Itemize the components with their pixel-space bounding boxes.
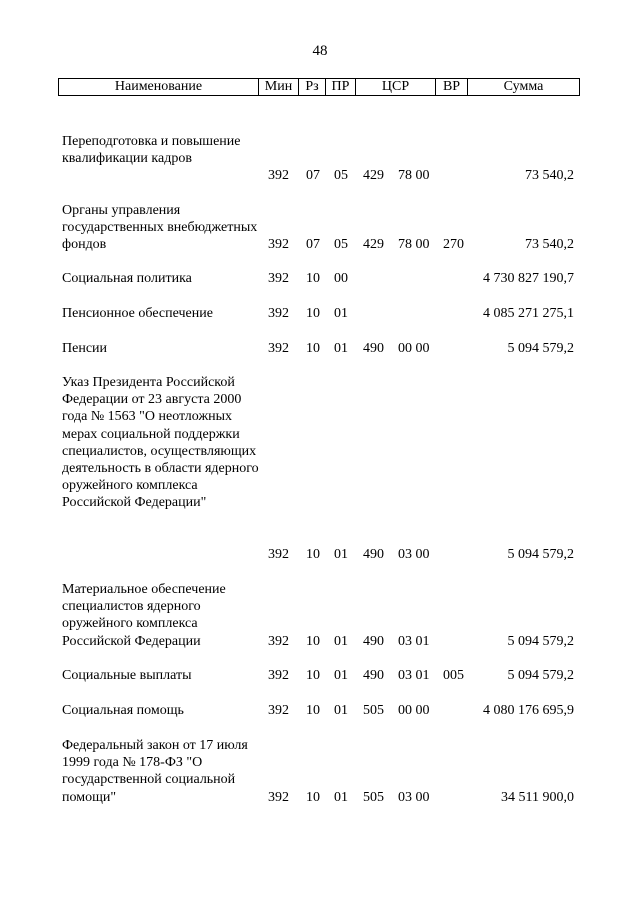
row-pr: 01 [334, 306, 348, 321]
row-csr-2: 03 00 [398, 790, 430, 805]
row-sum: 73 540,2 [525, 168, 574, 183]
header-sum: Сумма [503, 79, 544, 94]
row-csr-1: 490 [363, 668, 384, 683]
row-csr-2: 00 00 [398, 341, 430, 356]
row-rz: 07 [306, 237, 320, 252]
table-row [0, 374, 640, 564]
table-row [0, 667, 640, 685]
row-pr: 01 [334, 668, 348, 683]
header-min: Мин [259, 79, 299, 95]
table-row [0, 270, 640, 288]
row-csr-2: 78 00 [398, 237, 430, 252]
row-csr-1: 505 [363, 790, 384, 805]
row-min: 392 [268, 703, 289, 718]
row-name: Указ Президента Российской Федерации от 23 августа 2000 года № 1563 "О неотложных мерах социальной поддержки специалистов, осуществляющих деятельность в области ядерного оружейного комплекса Российской Федерации" [62, 375, 259, 511]
row-sum: 5 094 579,2 [507, 341, 574, 356]
header-name: Наименование [59, 79, 259, 95]
row-sum: 4 730 827 190,7 [483, 271, 574, 286]
row-vr: 005 [443, 668, 464, 683]
row-min: 392 [268, 168, 289, 183]
row-min: 392 [268, 341, 289, 356]
row-pr: 01 [334, 547, 348, 562]
row-sum: 34 511 900,0 [501, 790, 574, 805]
row-csr-1: 490 [363, 341, 384, 356]
row-csr-1: 505 [363, 703, 384, 718]
table-row [0, 202, 640, 254]
row-rz: 07 [306, 168, 320, 183]
row-rz: 10 [306, 271, 320, 286]
row-min: 392 [268, 237, 289, 252]
row-sum: 5 094 579,2 [507, 668, 574, 683]
row-name: Переподготовка и повышение квалификации кадров [62, 134, 241, 167]
row-sum: 5 094 579,2 [507, 547, 574, 562]
row-rz: 10 [306, 703, 320, 718]
row-min: 392 [268, 306, 289, 321]
row-min: 392 [268, 668, 289, 683]
row-min: 392 [268, 271, 289, 286]
row-rz: 10 [306, 547, 320, 562]
header-csr: ЦСР [356, 79, 436, 95]
row-csr-2: 03 01 [398, 668, 430, 683]
row-min: 392 [268, 547, 289, 562]
row-pr: 05 [334, 237, 348, 252]
table-row [0, 737, 640, 807]
row-name: Органы управления государственных внебюджетных фондов [62, 203, 258, 253]
row-pr: 00 [334, 271, 348, 286]
row-name: Федеральный закон от 17 июля 1999 года № 178-ФЗ "О государственной социальной помощи" [62, 738, 248, 805]
row-min: 392 [268, 634, 289, 649]
table-row [0, 305, 640, 323]
row-pr: 01 [334, 703, 348, 718]
table-row [0, 133, 640, 185]
row-pr: 01 [334, 341, 348, 356]
table-row [0, 581, 640, 651]
header-rz: Рз [299, 79, 326, 95]
row-pr: 01 [334, 790, 348, 805]
row-csr-2: 78 00 [398, 168, 430, 183]
row-sum: 73 540,2 [525, 237, 574, 252]
row-pr: 05 [334, 168, 348, 183]
row-name: Пенсионное обеспечение [62, 306, 213, 321]
row-vr: 270 [443, 237, 464, 252]
row-name: Социальная политика [62, 271, 192, 286]
row-rz: 10 [306, 668, 320, 683]
row-csr-2: 03 01 [398, 634, 430, 649]
row-rz: 10 [306, 790, 320, 805]
row-rz: 10 [306, 341, 320, 356]
table-row [0, 340, 640, 358]
row-rz: 10 [306, 634, 320, 649]
table-row [0, 702, 640, 720]
row-csr-1: 490 [363, 634, 384, 649]
row-name: Социальная помощь [62, 703, 184, 718]
row-name: Пенсии [62, 341, 108, 356]
header-vr: ВР [436, 79, 468, 95]
row-csr-2: 00 00 [398, 703, 430, 718]
row-csr-2: 03 00 [398, 547, 430, 562]
row-sum: 5 094 579,2 [507, 634, 574, 649]
row-name: Социальные выплаты [62, 668, 192, 683]
row-rz: 10 [306, 306, 320, 321]
row-csr-1: 429 [363, 237, 384, 252]
row-csr-1: 429 [363, 168, 384, 183]
row-pr: 01 [334, 634, 348, 649]
row-sum: 4 080 176 695,9 [483, 703, 574, 718]
page-number: 48 [312, 43, 328, 59]
table-header [58, 78, 580, 96]
header-pr: ПР [326, 79, 356, 95]
row-sum: 4 085 271 275,1 [483, 306, 574, 321]
row-name: Материальное обеспечение специалистов ядерного оружейного комплекса Российской Федерации [62, 582, 226, 649]
row-csr-1: 490 [363, 547, 384, 562]
row-min: 392 [268, 790, 289, 805]
